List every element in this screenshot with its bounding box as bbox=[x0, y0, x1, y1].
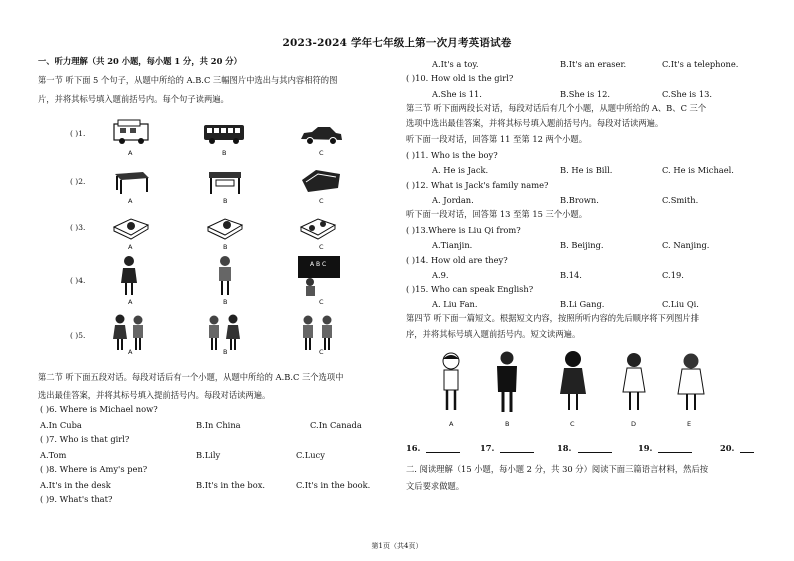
section2-instruction-2: 选出最佳答案，并将其标号填入提前括号内。每段对话读两遍。 bbox=[38, 390, 271, 400]
q13-option-c: C. Nanjing. bbox=[662, 240, 710, 250]
q10-option-b: B.She is 12. bbox=[560, 89, 611, 99]
person-label-a: A bbox=[449, 420, 454, 428]
q9-option-a: A.It's a toy. bbox=[432, 59, 479, 69]
desk-picture-b bbox=[206, 166, 244, 196]
q14-option-a: A.9. bbox=[432, 270, 449, 280]
girl-picture bbox=[118, 255, 140, 297]
person-picture-a bbox=[438, 352, 464, 416]
q12-option-a: A. Jordan. bbox=[432, 195, 474, 205]
answer-blank-20[interactable] bbox=[740, 444, 754, 453]
blank-16-number: 16. bbox=[406, 443, 421, 453]
box-picture-a bbox=[111, 213, 151, 241]
q2-label-b: B bbox=[223, 197, 228, 205]
sofa-picture bbox=[298, 166, 342, 196]
bus-picture bbox=[203, 122, 245, 146]
question-1-number: ( )1. bbox=[70, 129, 86, 138]
q4-label-b: B bbox=[223, 298, 228, 306]
q9-option-c: C.It's a telephone. bbox=[662, 59, 739, 69]
question-5-number: ( )5. bbox=[70, 331, 86, 340]
section3-instruction-3: 听下面一段对话，回答第 11 至第 12 两个小题。 bbox=[406, 134, 588, 144]
q10-option-c: C.She is 13. bbox=[662, 89, 713, 99]
q4-label-a: A bbox=[128, 298, 133, 306]
reading-heading-2: 文后要求做题。 bbox=[406, 481, 465, 491]
section3-instruction-1: 第三节 听下面两段长对话，每段对话后有几个小题，从题中所给的 A、B、C 三个 bbox=[406, 103, 707, 113]
page-title: 2023-2024 学年七年级上第一次月考英语试卷 bbox=[282, 37, 512, 49]
q3-label-a: A bbox=[128, 243, 133, 251]
blank-19-number: 19. bbox=[638, 443, 653, 453]
blank-17-number: 17. bbox=[480, 443, 495, 453]
right-column bbox=[400, 0, 794, 561]
q8-option-c: C.It's in the book. bbox=[296, 480, 371, 490]
person-label-d: D bbox=[631, 420, 637, 428]
person-picture-b bbox=[492, 350, 522, 416]
q11-option-c: C. He is Michael. bbox=[662, 165, 734, 175]
question-9-stem: ( )9. What's that? bbox=[40, 494, 113, 504]
person-picture-c bbox=[557, 350, 589, 416]
q7-option-a: A.Tom bbox=[40, 450, 67, 460]
section3-instruction-4: 听下面一段对话，回答第 13 至第 15 三个小题。 bbox=[406, 209, 588, 219]
q8-option-b: B.It's in the box. bbox=[196, 480, 266, 490]
blank-18-number: 18. bbox=[557, 443, 572, 453]
q12-option-b: B.Brown. bbox=[560, 195, 599, 205]
boy-picture bbox=[214, 255, 236, 297]
q11-option-a: A. He is Jack. bbox=[432, 165, 489, 175]
section4-instruction-1: 第四节 听下面一篇短文。根据短文内容，按照所听内容的先后顺序将下列图片排 bbox=[406, 313, 700, 323]
q2-label-c: C bbox=[319, 197, 324, 205]
q11-option-b: B. He is Bill. bbox=[560, 165, 613, 175]
page-footer: 第1页（共4页） bbox=[371, 542, 423, 550]
two-children-picture-a bbox=[110, 313, 148, 353]
question-11-stem: ( )11. Who is the boy? bbox=[406, 150, 498, 160]
q5-label-a: A bbox=[128, 348, 133, 356]
question-15-stem: ( )15. Who can speak English? bbox=[406, 284, 534, 294]
question-3-number: ( )3. bbox=[70, 223, 86, 232]
q15-option-b: B.Li Gang. bbox=[560, 299, 605, 309]
answer-blank-17[interactable] bbox=[500, 444, 534, 453]
answer-blank-18[interactable] bbox=[578, 444, 612, 453]
q1-label-b: B bbox=[222, 149, 227, 157]
question-2-number: ( )2. bbox=[70, 177, 86, 186]
two-children-picture-c bbox=[298, 313, 338, 353]
q12-option-c: C.Smith. bbox=[662, 195, 699, 205]
q2-label-a: A bbox=[128, 197, 133, 205]
q13-option-a: A.Tianjin. bbox=[432, 240, 473, 250]
ambulance-picture bbox=[112, 118, 152, 146]
listening-heading: 一、听力理解（共 20 小题，每小题 1 分，共 20 分） bbox=[38, 56, 242, 66]
q7-option-b: B.Lily bbox=[196, 450, 221, 460]
box-picture-c bbox=[298, 213, 338, 241]
blackboard-text: A B C bbox=[310, 261, 327, 268]
person-picture-e bbox=[676, 352, 706, 416]
section1-instruction-1: 第一节 听下面 5 个句子，从题中所给的 A.B.C 三幅图片中选出与其内容相符的图 bbox=[38, 75, 338, 85]
desk-picture-a bbox=[113, 166, 151, 196]
q15-option-c: C.Liu Qi. bbox=[662, 299, 699, 309]
car-picture bbox=[298, 124, 344, 146]
q6-option-b: B.In China bbox=[196, 420, 241, 430]
q14-option-b: B.14. bbox=[560, 270, 582, 280]
question-13-stem: ( )13.Where is Liu Qi from? bbox=[406, 225, 521, 235]
answer-blank-16[interactable] bbox=[426, 444, 460, 453]
question-4-number: ( )4. bbox=[70, 276, 86, 285]
q4-label-c: C bbox=[319, 298, 324, 306]
q6-option-c: C.In Canada bbox=[310, 420, 362, 430]
blank-20-number: 20. bbox=[720, 443, 735, 453]
section4-instruction-2: 序，并将其标号填入题前括号内。短文读两遍。 bbox=[406, 329, 581, 339]
person-label-b: B bbox=[505, 420, 510, 428]
q1-label-a: A bbox=[128, 149, 133, 157]
q5-label-b: B bbox=[223, 348, 228, 356]
q9-option-b: B.It's an eraser. bbox=[560, 59, 627, 69]
question-8-stem: ( )8. Where is Amy's pen? bbox=[40, 464, 148, 474]
q1-label-c: C bbox=[319, 149, 324, 157]
q15-option-a: A. Liu Fan. bbox=[432, 299, 478, 309]
q10-option-a: A.She is 11. bbox=[432, 89, 482, 99]
question-6-stem: ( )6. Where is Michael now? bbox=[40, 404, 158, 414]
question-12-stem: ( )12. What is Jack's family name? bbox=[406, 180, 549, 190]
q8-option-a: A.It's in the desk bbox=[40, 480, 111, 490]
q3-label-c: C bbox=[319, 243, 324, 251]
section3-instruction-2: 选项中选出最佳答案，并将其标号填入题前括号内。每段对话读两遍。 bbox=[406, 118, 664, 128]
reading-heading-1: 二. 阅读理解（15 小题，每小题 2 分，共 30 分）阅读下面三篇语言材料，然后按 bbox=[406, 464, 709, 474]
person-label-c: C bbox=[570, 420, 575, 428]
q13-option-b: B. Beijing. bbox=[560, 240, 604, 250]
two-children-picture-b bbox=[204, 313, 244, 353]
answer-blank-19[interactable] bbox=[658, 444, 692, 453]
question-14-stem: ( )14. How old are they? bbox=[406, 255, 508, 265]
box-picture-b bbox=[205, 213, 245, 241]
teacher-blackboard-picture bbox=[296, 254, 342, 298]
q6-option-a: A.In Cuba bbox=[40, 420, 82, 430]
person-picture-d bbox=[620, 352, 648, 416]
q7-option-c: C.Lucy bbox=[296, 450, 325, 460]
section1-instruction-2: 片，并将其标号填入题前括号内。每个句子读两遍。 bbox=[38, 94, 229, 104]
q14-option-c: C.19. bbox=[662, 270, 684, 280]
person-label-e: E bbox=[687, 420, 692, 428]
question-10-stem: ( )10. How old is the girl? bbox=[406, 73, 514, 83]
q3-label-b: B bbox=[223, 243, 228, 251]
q5-label-c: C bbox=[319, 348, 324, 356]
section2-instruction-1: 第二节 听下面五段对话。每段对话后有一个小题，从题中所给的 A.B.C 三个选项中 bbox=[38, 372, 344, 382]
question-7-stem: ( )7. Who is that girl? bbox=[40, 434, 130, 444]
